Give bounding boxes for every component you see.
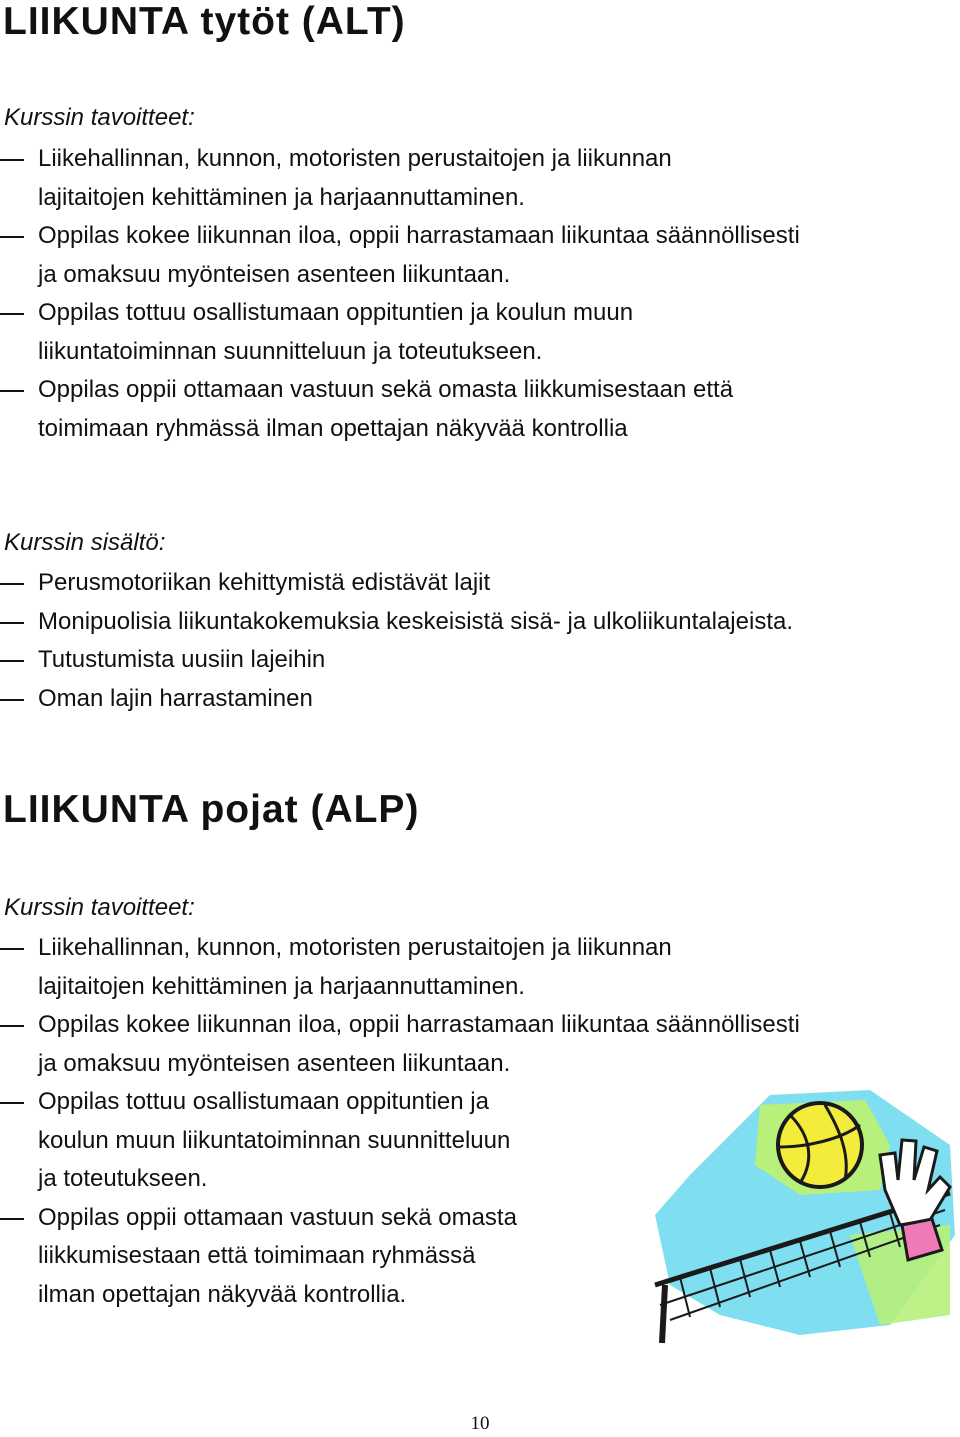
- list-item: Tutustumista uusiin lajeihin: [0, 641, 793, 680]
- volleyball-icon: [778, 1103, 862, 1187]
- goals-list-alp: [0, 929, 800, 1314]
- content-heading-alt: Kurssin sisältö:: [4, 529, 166, 556]
- volleyball-net-icon: [650, 1085, 960, 1345]
- list-item: Oppilas tottuu osallistumaan oppituntien ja koulun muun liikuntatoiminnan suunnitteluun ja toteutukseen.: [0, 294, 800, 371]
- list-item: Monipuolisia liikuntakokemuksia keskeisistä sisä- ja ulkoliikuntalajeista.: [0, 603, 793, 642]
- content-list-alt: [0, 564, 793, 718]
- list-item: Perusmotoriikan kehittymistä edistävät lajit: [0, 564, 793, 603]
- list-item: Liikehallinnan, kunnon, motoristen perustaitojen ja liikunnan lajitaitojen kehittäminen ja harjaannuttaminen.: [0, 929, 600, 1006]
- list-item: Oppilas kokee liikunnan iloa, oppii harrastamaan liikuntaa säännöllisesti ja omaksuu myönteisen asenteen liikuntaan.: [0, 217, 800, 294]
- list-item: Liikehallinnan, kunnon, motoristen perustaitojen ja liikunnan lajitaitojen kehittäminen ja harjaannuttaminen.: [0, 140, 800, 217]
- goals-list-alt: [0, 140, 800, 448]
- list-item: Oppilas tottuu osallistumaan oppituntien ja koulun muun liikuntatoiminnan suunnitteluun ja toteutukseen.: [0, 1083, 600, 1199]
- list-item: Oman lajin harrastaminen: [0, 680, 793, 719]
- list-item: Oppilas kokee liikunnan iloa, oppii harrastamaan liikuntaa säännöllisesti ja omaksuu myönteisen asenteen liikuntaan.: [0, 1006, 600, 1083]
- goals-heading-alt: Kurssin tavoitteet:: [4, 104, 195, 131]
- section-title-alp: LIIKUNTA pojat (ALP): [3, 788, 420, 831]
- goals-heading-alp: Kurssin tavoitteet:: [4, 894, 195, 921]
- list-item: Oppilas oppii ottamaan vastuun sekä omasta liikkumisestaan että toimimaan ryhmässä ilman opettajan näkyvää kontrollia: [0, 371, 800, 448]
- page-number: 10: [470, 1413, 490, 1434]
- list-item: Oppilas oppii ottamaan vastuun sekä omasta liikkumisestaan että toimimaan ryhmässä ilman opettajan näkyvää kontrollia.: [0, 1199, 600, 1315]
- section-title-alt: LIIKUNTA tytöt (ALT): [3, 0, 406, 43]
